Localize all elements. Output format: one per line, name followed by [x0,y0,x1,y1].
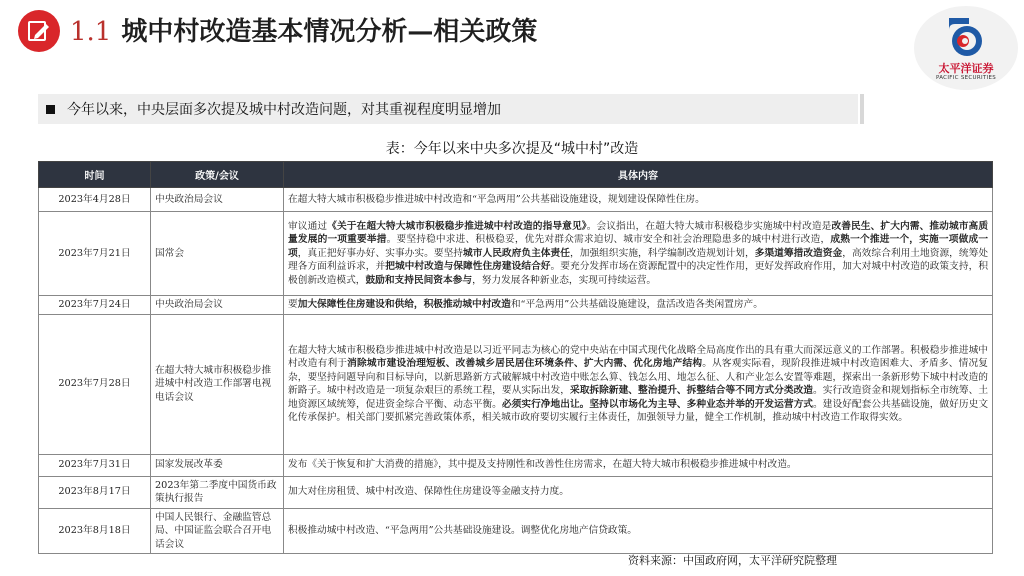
table-header-row [39,162,993,188]
content-text: ，真正把好事办好、实事办实。要坚持 [297,247,464,259]
content-text: 要 [288,299,298,310]
row-date: 2023年8月18日 [39,508,151,554]
row-policy: 国常会 [151,212,284,296]
content-emphasis: 加大保障性住房建设和供给，积极推动城中村改造 [297,299,511,310]
key-point-text: 今年以来，中央层面多次提及城中村改造问题，对其重视程度明显增加 [67,102,501,118]
content-emphasis: 《关于在超大特大城市积极稳步推进城中村改造的指导意见》 [327,220,587,232]
content-text: 加大对住房租赁、城中村改造、保障性住房建设等金融支持力度。 [288,486,569,498]
row-date: 2023年7月21日 [39,212,151,296]
content-emphasis: 鼓励和支持民间资本参与 [365,274,473,286]
row-policy: 国家发展改革委 [151,454,284,476]
content-text: 在超大特大城市积极稳步推进城中村改造是以习近平同志为核心的党中央站在中国式现代化战略全局高度作出的具有重大而深远意义的工作部署。积极稳步推进城中村改造有利于 [288,344,988,369]
key-point-bar [38,94,858,124]
row-date: 2023年7月24日 [39,296,151,315]
content-text: ，努力发展各种新业态，实现可持续运营。 [472,274,657,286]
brand-name-en: PACIFIC SECURITIES [935,75,997,81]
content-emphasis: 改善民生、扩大内需、推动城市高质量发展的一项重要举措 [288,220,989,246]
row-content [284,212,993,296]
table-row [39,188,993,212]
table-row [39,476,993,508]
content-text: 发布《关于恢复和扩大消费的措施》，其中提及支持刚性和改善性住房需求，在超大特大城市积极稳步推进城中村改造。 [288,459,797,471]
column-header-date: 时间 [39,162,151,188]
table-row [39,212,993,296]
row-date: 2023年7月28日 [39,314,151,454]
content-text: 。建设好配套公共基础设施，做好历史文化传承保护。相关部门要抓紧完善政策体系，相关城市政府要切实履行主体责任，加强领导力量，健全工作机制，推动城中村改造工作取得实效。 [288,398,989,423]
row-policy: 在超大特大城市积极稳步推进城中村改造工作部署电视电话会议 [151,314,284,454]
row-content [284,454,993,476]
content-emphasis: 采取拆除新建、整治提升、拆整结合等不同方式分类改造 [569,385,814,396]
content-text: 积极推动城中村改造、“平急两用”公共基础设施建设。调整优化房地产信贷政策。 [288,525,637,536]
row-policy: 2023年第二季度中国货币政策执行报告 [151,476,284,508]
row-policy: 中央政治局会议 [151,188,284,212]
row-date: 2023年4月28日 [39,188,151,212]
brand-name: 太平洋证券 [938,62,994,75]
content-text: 。会议指出，在超大特大城市积极稳步实施城中村改造是 [586,220,832,232]
content-text: 。要充分发挥市场在资源配置中的决定性作用，更好发挥政府作用，加大对城中村改造的政策支持，积极创新改造模式， [288,261,989,286]
content-text: 。要坚持稳中求进、积极稳妥，优先对群众需求迫切、城市安全和社会治理隐患多的城中村进行改造， [386,234,831,246]
table-row [39,454,993,476]
source-note: 资料来源：中国政府网，太平洋研究院整理 [628,554,837,567]
pacific-securities-logo-icon [941,14,991,60]
table-row [39,296,993,315]
content-text: 和“平急两用”公共基础设施建设，盘活改造各类闲置房产。 [510,299,763,310]
row-content [284,508,993,554]
row-date: 2023年8月17日 [39,476,151,508]
bar-shadow [860,94,864,124]
policy-table [38,161,993,554]
row-policy: 中央政治局会议 [151,296,284,315]
row-content [284,314,993,454]
section-number: 1.1 [70,17,112,47]
content-text: 。从客观实际看，现阶段推进城中村改造困难大、矛盾多、情况复杂，要坚持问题导向和目标导向，以新思路新方式破解城中村改造中账怎么算、钱怎么用、地怎么征、人和产业怎么安置等难题，探索出一条新形势下城中村改造的新路子。城中村改造是一项复杂艰巨的系统工程，要从实际出发， [288,358,988,396]
row-date: 2023年7月31日 [39,454,151,476]
table-caption: 表：今年以来中央多次提及“城中村”改造 [385,141,639,157]
brand-logo [914,6,1018,90]
bullet-square-icon [46,105,55,114]
content-emphasis: 把城中村改造与保障性住房建设结合好 [385,261,551,273]
row-content [284,188,993,212]
content-text: 在超大特大城市积极稳步推进城中村改造和“平急两用”公共基础设施建设，规划建设保障性住房。 [288,193,705,205]
content-text: ，高效综合利用土地资源，统筹处理各方面利益诉求，并 [288,247,989,273]
content-text: ，加强组织实施，科学编制改造规划计划， [569,247,755,259]
content-text: 。实行改造资金和规划指标全市统筹、土地资源区域统筹，促进资金综合平衡、动态平衡。 [288,385,989,410]
table-row [39,314,993,454]
content-emphasis: 必须实行净地出让。坚持以市场化为主导、多种业态并举的开发运营方式 [501,398,814,410]
row-policy: 中国人民银行、金融监管总局、中国证监会联合召开电话会议 [151,508,284,554]
column-header-policy: 政策/会议 [151,162,284,188]
page-title [70,12,537,52]
column-header-content: 具体内容 [284,162,993,188]
content-emphasis: 多渠道筹措改造资金 [754,247,843,259]
content-emphasis: 成熟一个推进一个，实施一项做成一项 [288,234,989,259]
content-emphasis: 城市人民政府负主体责任 [463,247,570,259]
content-emphasis: 消除城市建设治理短板、改善城乡居民居住环境条件、扩大内需、优化房地产结构 [347,358,703,369]
content-text: 审议通过 [288,220,328,232]
table-row [39,508,993,554]
row-content [284,296,993,315]
edit-icon [18,10,60,52]
section-title: 城中村改造基本情况分析—相关政策 [121,17,538,47]
row-content [284,476,993,508]
